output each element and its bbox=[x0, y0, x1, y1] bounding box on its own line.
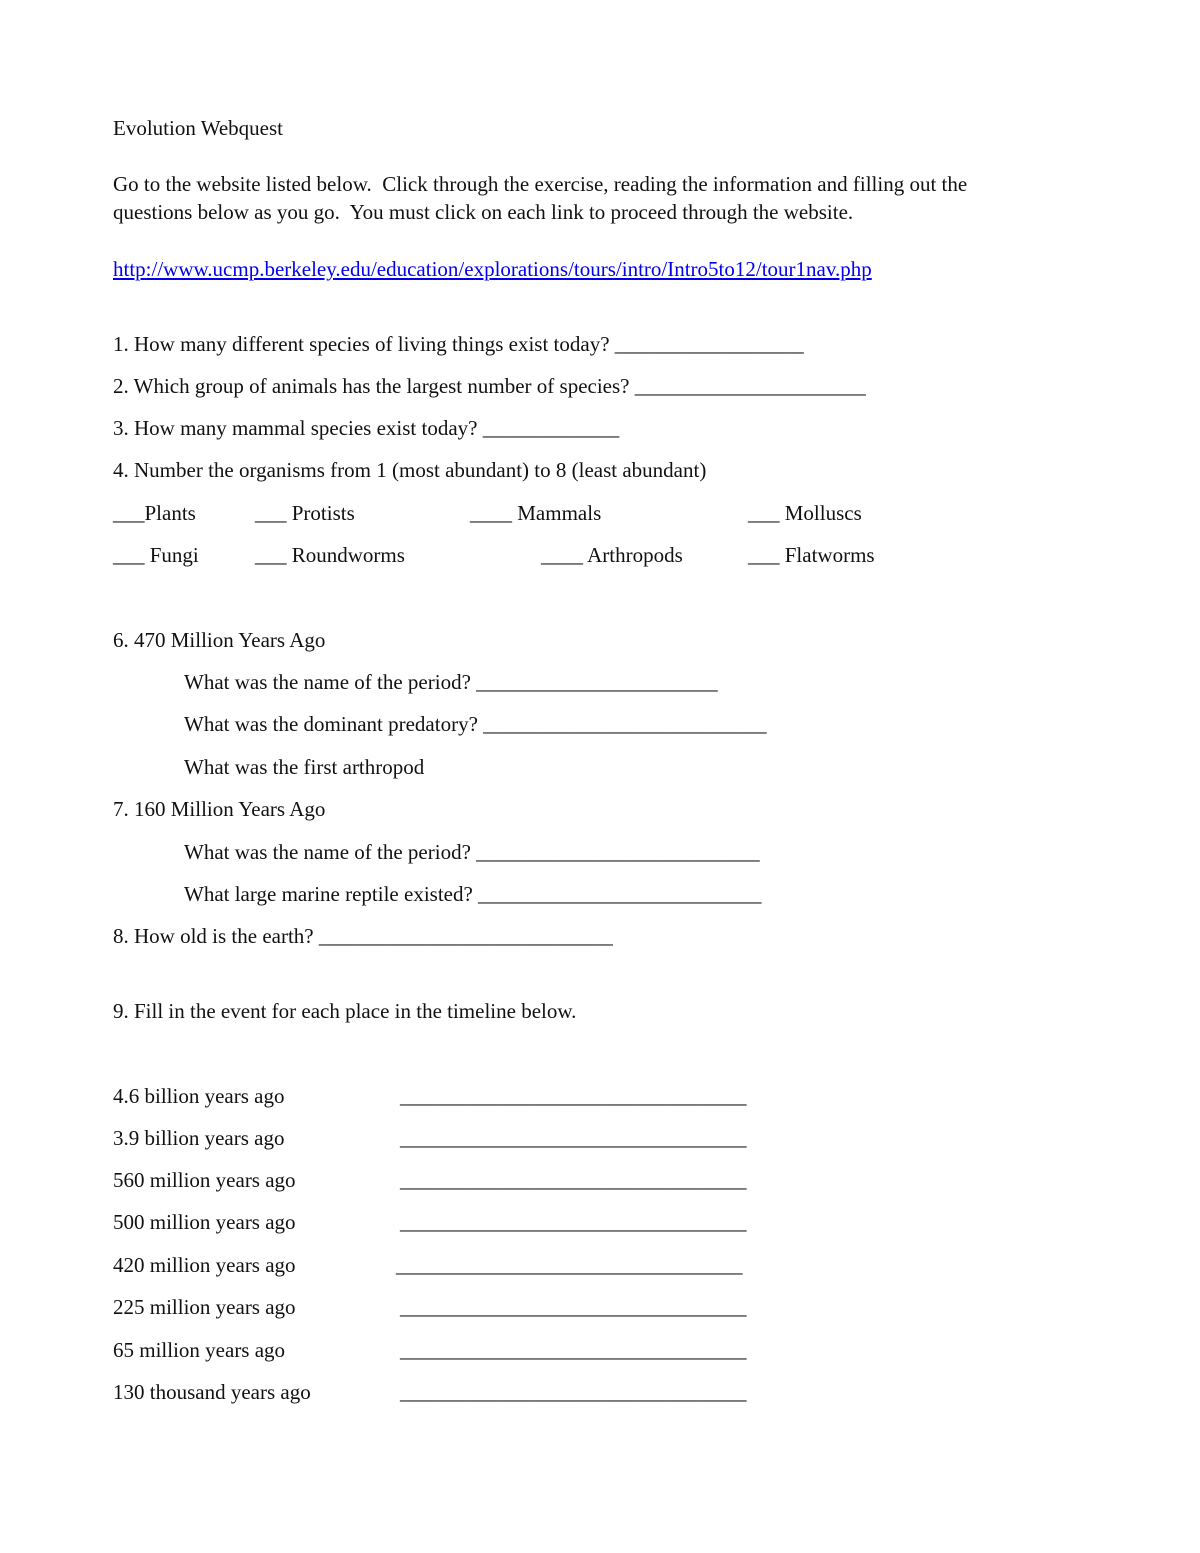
timeline-blank: _________________________________ bbox=[400, 1295, 747, 1319]
timeline-label: 130 thousand years ago bbox=[113, 1380, 311, 1404]
question-7-period: What was the name of the period? ___________________________ bbox=[184, 840, 760, 864]
organism-fungi: ___ Fungi bbox=[113, 543, 199, 567]
question-7-reptile: What large marine reptile existed? ___________________________ bbox=[184, 882, 762, 906]
question-6-arthropod: What was the first arthropod bbox=[184, 755, 425, 779]
question-6-predatory: What was the dominant predatory? ___________________________ bbox=[184, 712, 767, 736]
webquest-link[interactable]: http://www.ucmp.berkeley.edu/education/explorations/tours/intro/Intro5to12/tour1nav.php bbox=[113, 257, 872, 281]
timeline-blank: _________________________________ bbox=[400, 1168, 747, 1192]
organism-flatworms: ___ Flatworms bbox=[748, 543, 875, 567]
timeline-blank: _________________________________ bbox=[400, 1380, 747, 1404]
timeline-label: 560 million years ago bbox=[113, 1168, 296, 1192]
timeline-label: 3.9 billion years ago bbox=[113, 1126, 285, 1150]
question-6-heading: 6. 470 Million Years Ago bbox=[113, 628, 326, 652]
question-4: 4. Number the organisms from 1 (most abundant) to 8 (least abundant) bbox=[113, 458, 707, 482]
question-3: 3. How many mammal species exist today? _____________ bbox=[113, 416, 620, 440]
question-9: 9. Fill in the event for each place in the timeline below. bbox=[113, 999, 577, 1023]
timeline-label: 65 million years ago bbox=[113, 1338, 286, 1362]
timeline-label: 500 million years ago bbox=[113, 1210, 296, 1234]
instructions-line-1: Go to the website listed below. Click through the exercise, reading the information and filling out the bbox=[113, 172, 968, 196]
timeline-blank: _________________________________ bbox=[396, 1253, 743, 1277]
timeline-label: 225 million years ago bbox=[113, 1295, 296, 1319]
question-1: 1. How many different species of living things exist today? __________________ bbox=[113, 332, 804, 356]
instructions-line-2: questions below as you go. You must click on each link to proceed through the website. bbox=[113, 200, 854, 224]
timeline-label: 4.6 billion years ago bbox=[113, 1084, 285, 1108]
timeline-label: 420 million years ago bbox=[113, 1253, 296, 1277]
organism-molluscs: ___ Molluscs bbox=[748, 501, 862, 525]
timeline-blank: _________________________________ bbox=[400, 1210, 747, 1234]
timeline-blank: _________________________________ bbox=[400, 1126, 747, 1150]
question-8: 8. How old is the earth? ____________________________ bbox=[113, 924, 613, 948]
organism-protists: ___ Protists bbox=[255, 501, 355, 525]
page-title: Evolution Webquest bbox=[113, 116, 283, 140]
question-6-period: What was the name of the period? _______________________ bbox=[184, 670, 718, 694]
timeline-blank: _________________________________ bbox=[400, 1084, 747, 1108]
question-2: 2. Which group of animals has the largest number of species? ______________________ bbox=[113, 374, 866, 398]
question-7-heading: 7. 160 Million Years Ago bbox=[113, 797, 326, 821]
organism-plants: ___Plants bbox=[113, 501, 196, 525]
timeline-blank: _________________________________ bbox=[400, 1338, 747, 1362]
organism-arthropods: ____ Arthropods bbox=[541, 543, 683, 567]
organism-roundworms: ___ Roundworms bbox=[255, 543, 405, 567]
organism-mammals: ____ Mammals bbox=[470, 501, 602, 525]
